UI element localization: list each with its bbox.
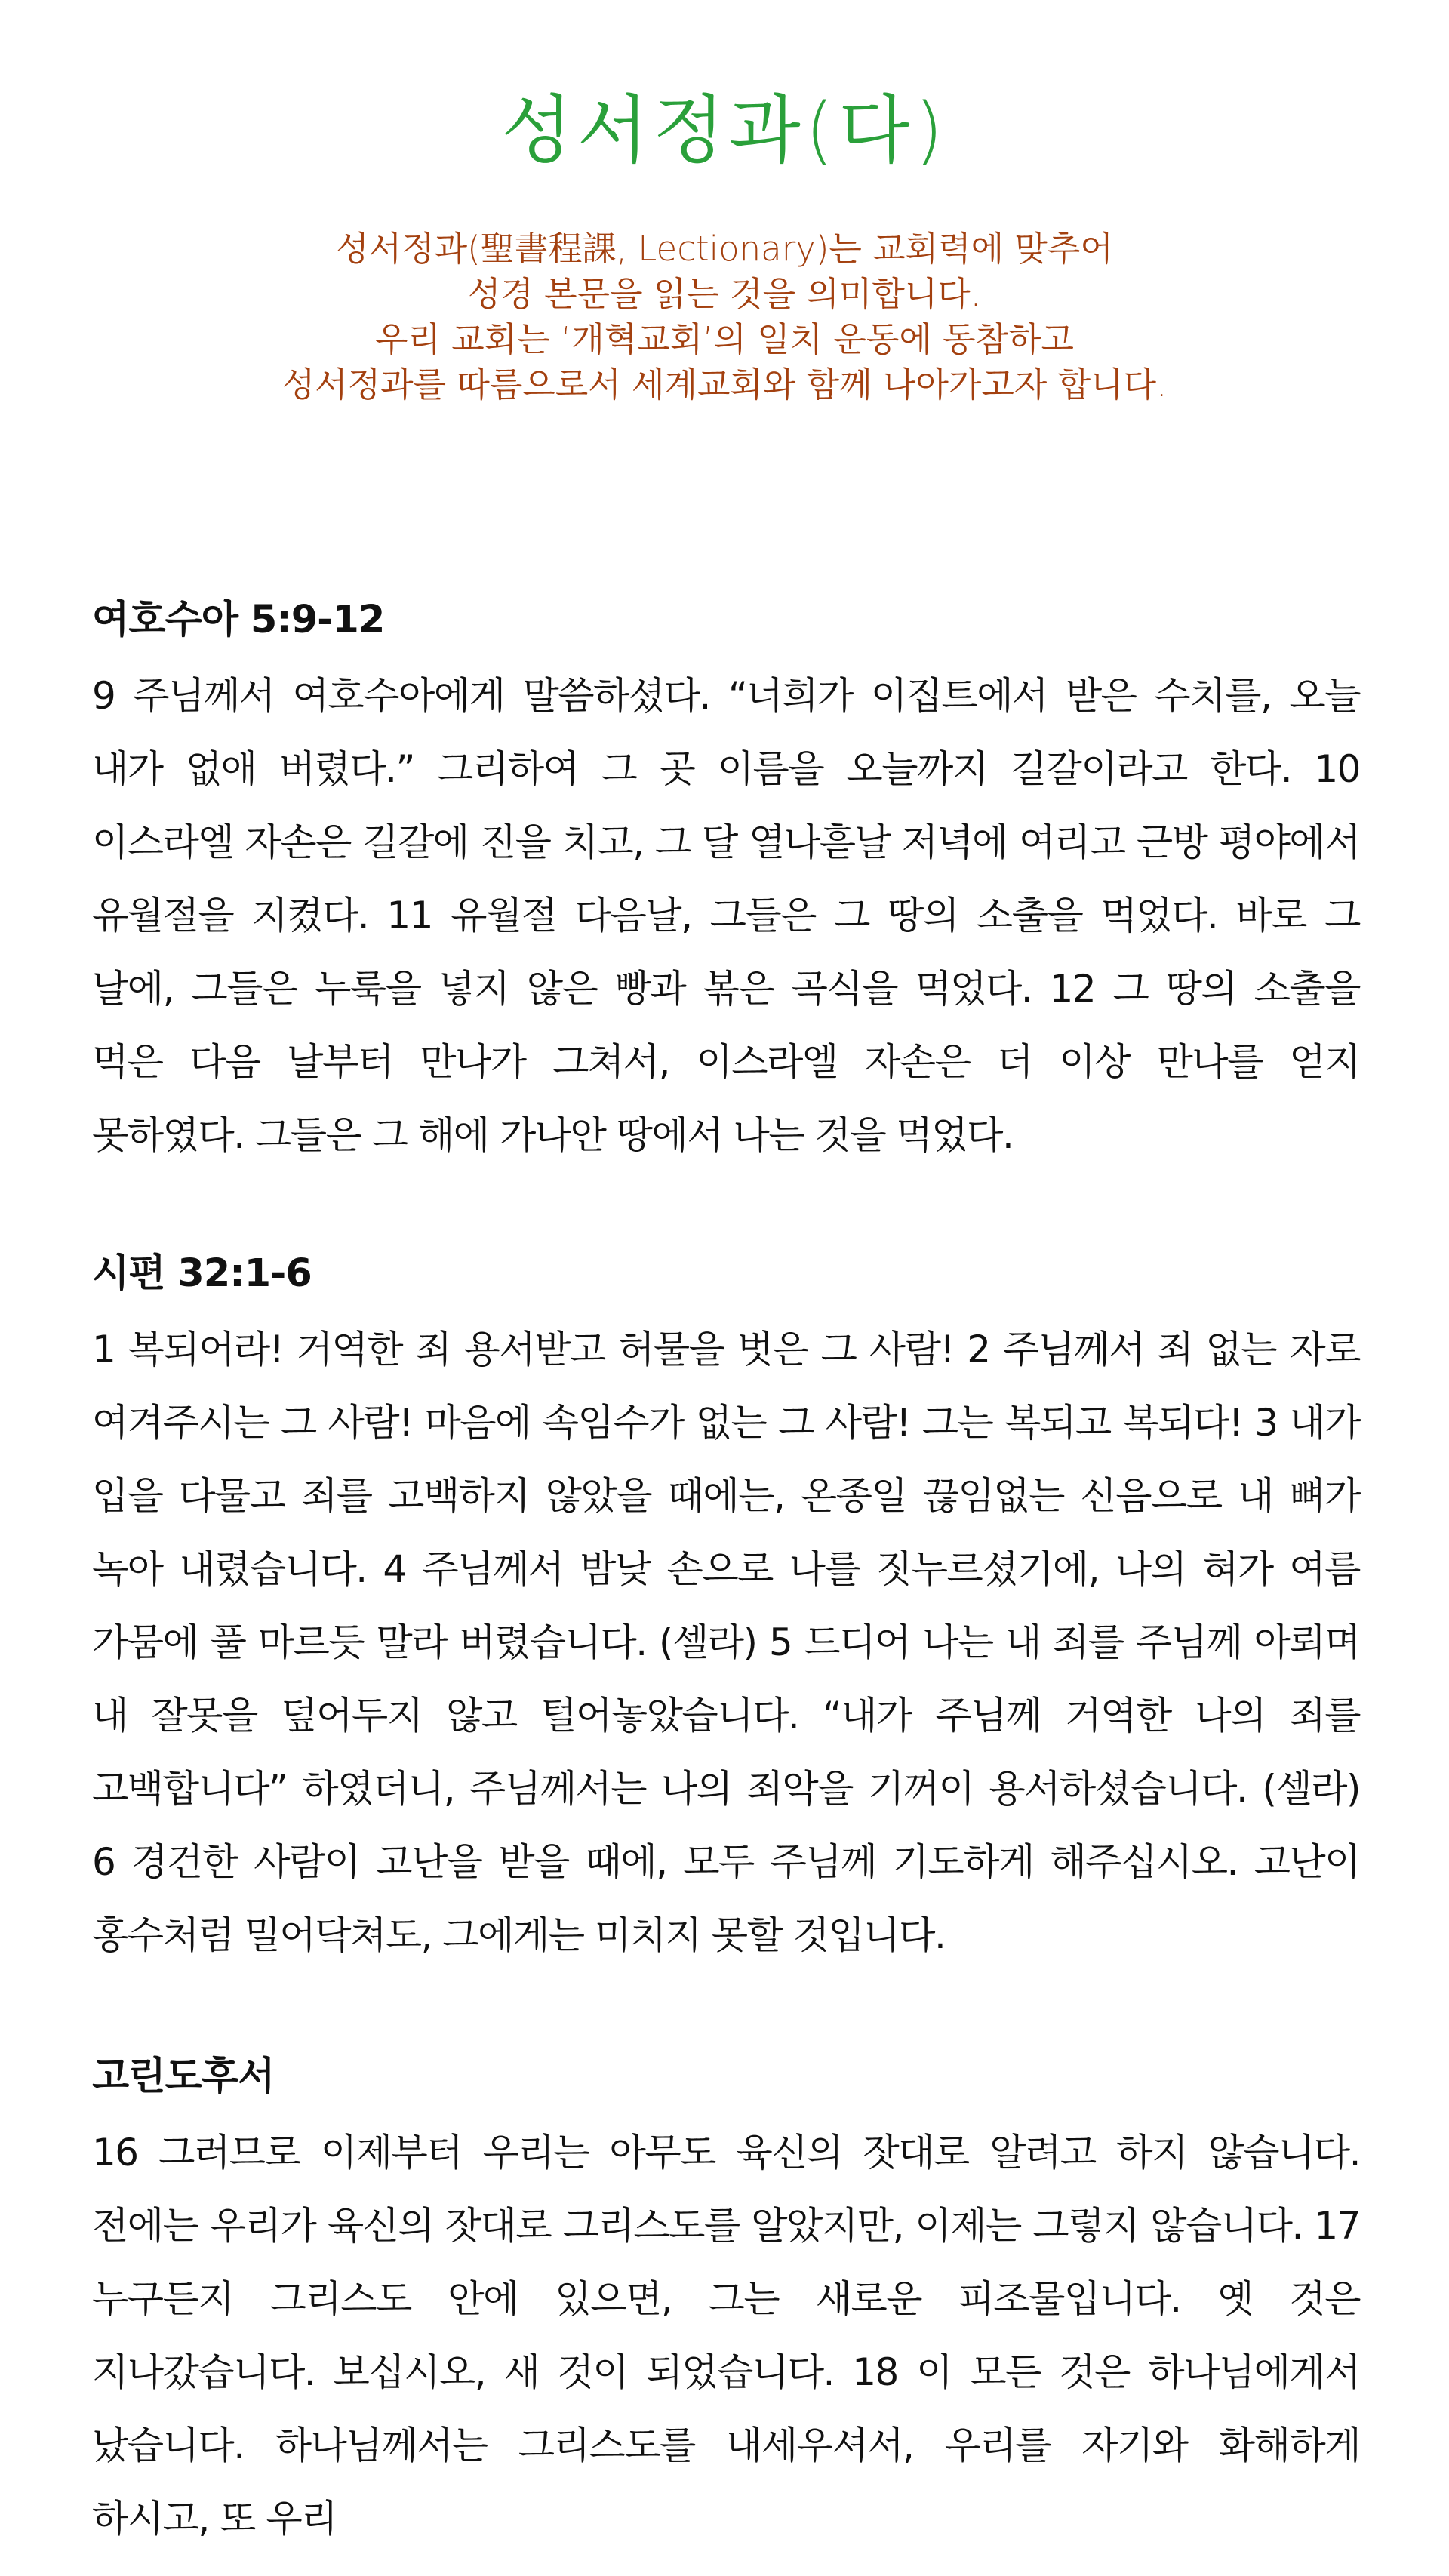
intro-line: 성경 본문을 읽는 것을 의미합니다. <box>467 274 982 314</box>
reading-reference: 여호수아 5:9-12 <box>92 598 385 642</box>
intro-line: 성서정과를 따름으로서 세계교회와 함께 나아가고자 합니다. <box>281 365 1168 405</box>
reading-text: 1 복되어라! 거역한 죄 용서받고 허물을 벗은 그 사람! 2 주님께서 죄 없는 자로 여겨주시는 그 사람! 마음에 속임수가 없는 그 사람! 그는 복되고 복되다! 3 내가 입을 다물고 죄를 고백하지 않았을 때에는, 온종일 끊임없는 신음으로 내 뼈가 녹아 내렸습니다. 4 주님께서 밤낮 손으로 나를 짓누르셨기에, 나의 혀가 여름 가뭄에 풀 마르듯 말라 버렸습니다. (셀라) 5 드디어 나는 내 죄를 주님께 아뢰며 내 잘못을 덮어두지 않고 털어놓았습니다. “내가 주님께 거역한 나의 죄를 고백합니다” 하였더니, 주님께서는 나의 죄악을 기꺼이 용서하셨습니다. (셀라) 6 경건한 사람이 고난을 받을 때에, 모두 주님께 기도하게 해주십시오. 고난이 홍수처럼 밀어닥쳐도, 그에게는 미치지 못할 것입니다. <box>92 1328 1360 1957</box>
reading-text: 9 주님께서 여호수아에게 말씀하셨다. “너희가 이집트에서 받은 수치를, 오늘 내가 없애 버렸다.” 그리하여 그 곳 이름을 오늘까지 길갈이라고 한다. 10 이스라엘 자손은 길갈에 진을 치고, 그 달 열나흗날 저녁에 여리고 근방 평야에서 유월절을 지켰다. 11 유월절 다음날, 그들은 그 땅의 소출을 먹었다. 바로 그 날에, 그들은 누룩을 넣지 않은 빵과 볶은 곡식을 먹었다. 12 그 땅의 소출을 먹은 다음 날부터 만나가 그쳐서, 이스라엘 자손은 더 이상 만나를 얻지 못하였다. 그들은 그 해에 가나안 땅에서 나는 것을 먹었다. <box>92 674 1360 1157</box>
reading-text: 16 그러므로 이제부터 우리는 아무도 육신의 잣대로 알려고 하지 않습니다. 전에는 우리가 육신의 잣대로 그리스도를 알았지만, 이제는 그렇지 않습니다. 17 누구든지 그리스도 안에 있으면, 그는 새로운 피조물입니다. 옛 것은 지나갔습니다. 보십시오, 새 것이 되었습니다. 18 이 모든 것은 하나님에게서 났습니다. 하나님께서는 그리스도를 내세우셔서, 우리를 자기와 화해하게 하시고, 또 우리 <box>92 2131 1360 2541</box>
reading-reference: 시편 32:1-6 <box>92 1251 312 1296</box>
reading-reference: 고린도후서 <box>92 2054 275 2099</box>
intro-text <box>0 226 1449 408</box>
reading-psalm <box>92 1250 1360 1972</box>
intro-line: 우리 교회는 ‘개혁교회’의 일치 운동에 동참하고 <box>374 319 1075 359</box>
page-title: 성서정과(다) <box>501 88 948 174</box>
reading-joshua <box>92 596 1360 1172</box>
intro-line: 성서정과(聖書程課, Lectionary)는 교회력에 맞추어 <box>336 229 1113 269</box>
reading-corinthians <box>92 2053 1360 2556</box>
